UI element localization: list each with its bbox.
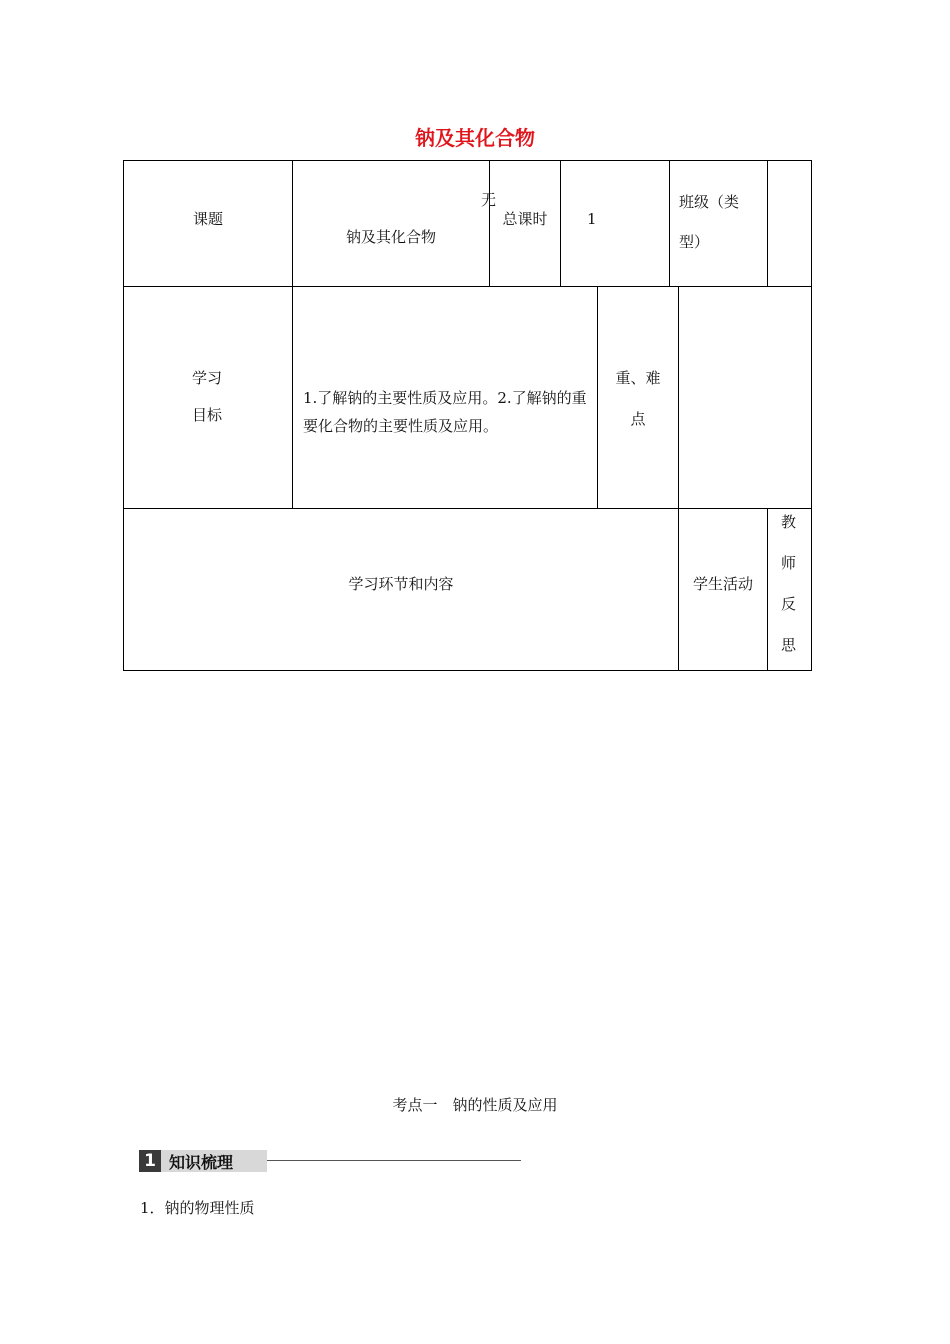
- section-badge: [139, 1150, 267, 1172]
- topic-label: 课题: [192, 210, 223, 228]
- hours-label: 总课时: [502, 210, 548, 228]
- goal-text: 1.了解钠的主要性质及应用。2.了解钠的重要化合物的主要性质及应用。: [303, 389, 587, 435]
- topic-value: 钠及其化合物: [345, 228, 436, 246]
- page-title: 钠及其化合物: [415, 126, 535, 150]
- class-label: 班级（类型）: [679, 193, 740, 251]
- goal-label: 学习目标: [191, 369, 222, 424]
- list-item: 1．钠的物理性质: [140, 1199, 255, 1217]
- teacher-label: 教师反思: [780, 513, 796, 654]
- badge-divider: [267, 1160, 521, 1161]
- badge-label: 知识梳理: [169, 1152, 234, 1172]
- student-label: 学生活动: [692, 575, 753, 593]
- unit-marker: 无: [481, 191, 497, 209]
- section-title: 考点一 钠的性质及应用: [392, 1096, 558, 1114]
- hours-value: 1: [587, 210, 597, 228]
- content-label: 学习环节和内容: [348, 575, 454, 593]
- badge-number: 1: [139, 1150, 161, 1172]
- difficulty-label: 重、难点: [615, 369, 661, 428]
